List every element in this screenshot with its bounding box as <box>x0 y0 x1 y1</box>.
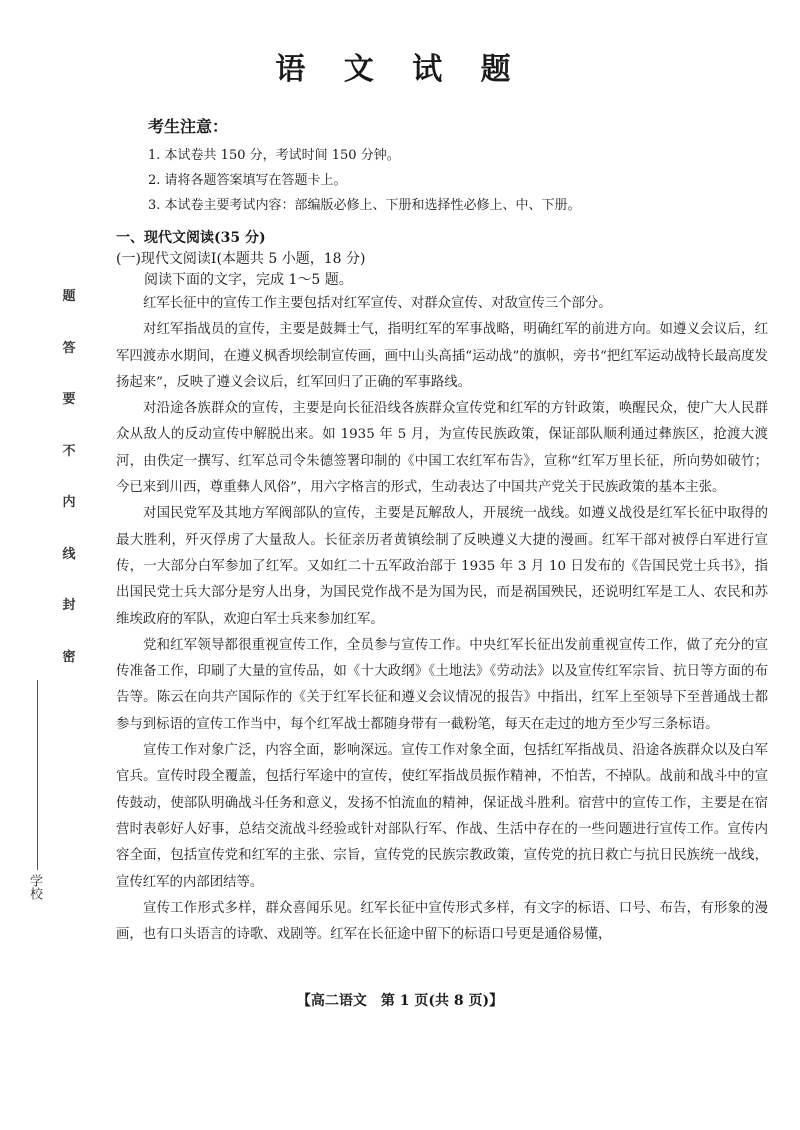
binding-char: 线 <box>62 546 76 562</box>
school-label: 学校 <box>27 874 42 900</box>
paragraph-3: 对沿途各族群众的宣传，主要是向长征沿线各族群众宣传党和红军的方针政策，唤醒民众，使广大人民群众从敌人的反动宣传中解脱出来。如 1935 年 5 月，为宣传民族政策，保证部队顺利通过彝族区，抢渡大渡河，由佚定一撰写、红军总司令朱德签署印制的《中国工农红军布告》，宣称“红军万里长征，所向势如破竹；今已来到川西，尊重彝人风俗”，用六字格言的形式，生动表达了中国共产党关于民族政策的基本主张。 <box>116 401 768 496</box>
section-title: 一、现代文阅读(35 分) <box>116 230 266 246</box>
notice-line-1: 1. 本试卷共 150 分，考试时间 150 分钟。 <box>148 148 400 163</box>
binding-line-notice <box>55 285 83 665</box>
binding-char: 内 <box>62 495 76 511</box>
paragraph-2: 对红军指战员的宣传，主要是鼓舞士气，指明红军的军事战略，明确红军的前进方向。如遵义会议后，红军四渡赤水期间，在遵义枫香坝绘制宣传画，画中山头高插“运动战”的旗帜，旁书“把红军运动战特长最高度发扬起来”，反映了遵义会议后，红军回归了正确的军事路线。 <box>116 322 768 390</box>
paragraph-1: 红军长征中的宣传工作主要包括对红军宣传、对群众宣传、对敌宣传三个部分。 <box>143 296 612 311</box>
school-name-line <box>37 680 38 870</box>
notice-heading: 考生注意： <box>148 117 229 136</box>
binding-char: 要 <box>62 392 76 408</box>
exam-notice <box>148 114 708 218</box>
reading-section <box>116 228 768 948</box>
paragraph-4: 对国民党军及其地方军阀部队的宣传，主要是瓦解敌人，开展统一战线。如遵义战役是红军长征中取得的最大胜利，歼灭俘虏了大量敌人。长征亲历者黄镇绘制了反映遵义大捷的漫画。红军干部对被俘白军进行宣传，一大部分白军参加了红军。又如红二十五军政治部于 1935 年 3 月 10 日发布的《告国民党士兵书》，指出国民党士兵大部分是穷人出身，为国民党作战不是为国为民，而是祸国殃民，还说明红军是工人、农民和苏维埃政府的军队，欢迎白军士兵来参加红军。 <box>116 506 768 627</box>
binding-char: 不 <box>62 443 76 459</box>
section-instruction: 阅读下面的文字，完成 1～5 题。 <box>144 272 353 288</box>
binding-char: 封 <box>62 598 76 614</box>
notice-line-2: 2. 请将各题答案填写在答题卡上。 <box>148 173 347 188</box>
paragraph-6: 宣传工作对象广泛，内容全面，影响深远。宣传工作对象全面，包括红军指战员、沿途各族群众以及白军官兵。宣传时段全覆盖，包括行军途中的宣传，使红军指战员振作精神，不怕苦，不掉队。战前和战斗中的宣传鼓动，使部队明确战斗任务和意义，发扬不怕流血的精神，保证战斗胜利。宿营中的宣传工作，主要是在宿营时表彰好人好事，总结交流战斗经验或针对部队行军、作战、生活中存在的一些问题进行宣传工作。宣传内容全面，包括宣传党和红军的主张、宗旨，宣传党的民族宗教政策，宣传党的抗日救亡与抗日民族统一战线，宣传红军的内部团结等。 <box>116 743 768 890</box>
binding-char: 题 <box>62 289 76 304</box>
binding-char: 密 <box>62 649 76 665</box>
binding-char: 答 <box>62 340 76 356</box>
paragraph-5: 党和红军领导都很重视宣传工作，全员参与宣传工作。中央红军长征出发前重视宣传工作，做了充分的宣传准备工作，印刷了大量的宣传品，如《十大政纲》《土地法》《劳动法》以及宣传红军宗旨、抗日等方面的布告等。陈云在向共产国际作的《关于红军长征和遵义会议情况的报告》中指出，红军上至领导下至普通战士都参与到标语的宣传工作当中，每个红军战士都随身带有一截粉笔，每天在走过的地方至少写三条标语。 <box>116 637 768 732</box>
page-footer: 【高二语文 第 1 页(共 8 页)】 <box>296 993 504 1009</box>
paragraph-7: 宣传工作形式多样，群众喜闻乐见。红军长征中宣传形式多样，有文字的标语、口号、布告，有形象的漫画，也有口头语言的诗歌、戏剧等。红军在长征途中留下的标语口号更是通俗易懂， <box>116 900 768 943</box>
notice-line-3: 3. 本试卷主要考试内容：部编版必修上、下册和选择性必修上、中、下册。 <box>148 198 581 213</box>
page-title: 语 文 试 题 <box>275 52 525 87</box>
section-subtitle: (一)现代文阅读Ⅰ(本题共 5 小题，18 分) <box>116 251 366 267</box>
